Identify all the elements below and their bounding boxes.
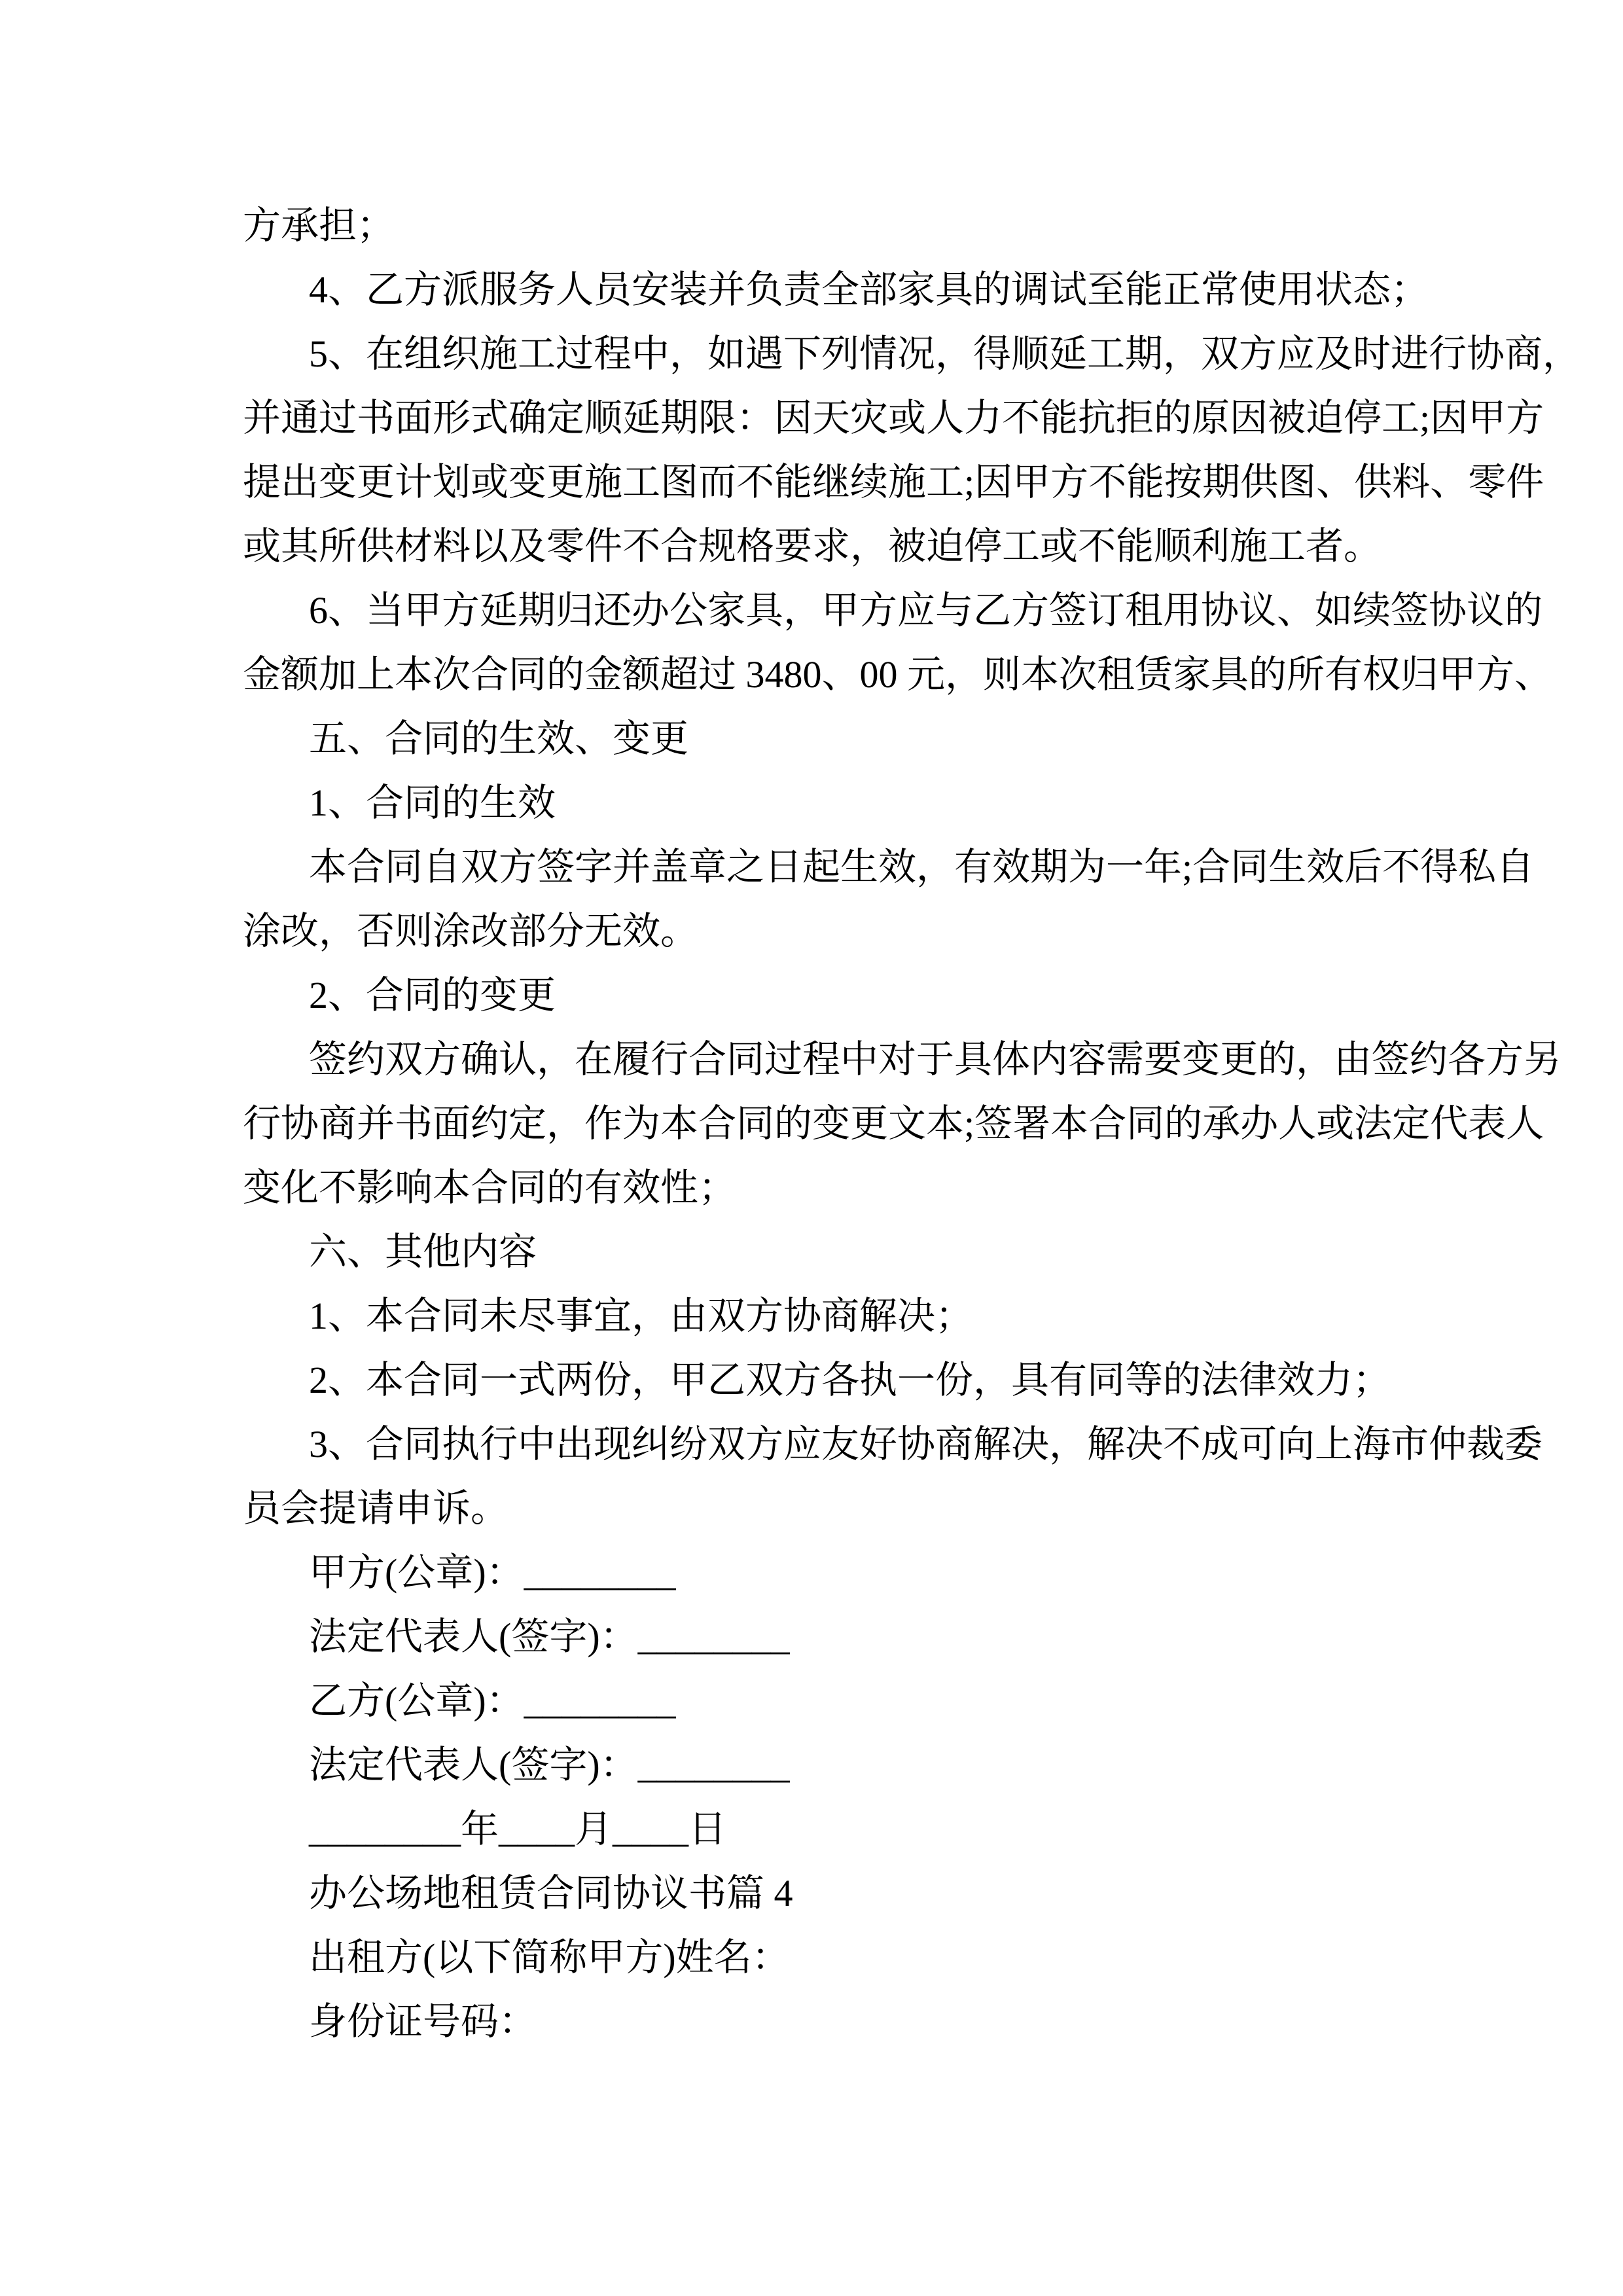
clause-item-5-continuation-3: 或其所供材料以及零件不合规格要求，被迫停工或不能顺利施工者。 [243, 525, 1382, 567]
clause-item-4: 4、乙方派服务人员安装并负责全部家具的调试至能正常使用状态； [309, 268, 1429, 311]
subclause-heading-modification: 2、合同的变更 [309, 974, 556, 1016]
id-number-line: 身份证号码： [309, 2000, 537, 2043]
party-b-representative-signature-line: 法定代表人(签字)：________ [309, 1744, 790, 1786]
party-a-representative-signature-line: 法定代表人(签字)：________ [309, 1615, 790, 1658]
next-contract-section-title: 办公场地租赁合同协议书篇 4 [309, 1872, 793, 1914]
section-heading-5: 五、合同的生效、变更 [309, 717, 689, 760]
effectiveness-paragraph-line-1: 本合同自双方签字并盖章之日起生效，有效期为一年;合同生效后不得私自 [309, 846, 1535, 888]
other-content-item-3-continuation: 员会提请申诉。 [243, 1487, 509, 1530]
clause-item-5-continuation-1: 并通过书面形式确定顺延期限：因天灾或人力不能抗拒的原因被迫停工;因甲方 [243, 397, 1544, 439]
modification-paragraph-line-1: 签约双方确认，在履行合同过程中对于具体内容需要变更的，由签约各方另 [309, 1038, 1562, 1081]
clause-item-5: 5、在组织施工过程中，如遇下列情况，得顺延工期，双方应及时进行协商， [309, 332, 1581, 375]
clause-continuation-line: 方承担； [243, 204, 395, 247]
effectiveness-paragraph-line-2: 涂改，否则涂改部分无效。 [243, 910, 699, 952]
clause-item-6: 6、当甲方延期归还办公家具，甲方应与乙方签订租用协议、如续签协议的 [309, 589, 1543, 632]
clause-item-6-continuation: 金额加上本次合同的金额超过 3480、00 元，则本次租赁家具的所有权归甲方、 [243, 653, 1553, 696]
other-content-item-2: 2、本合同一式两份，甲乙双方各执一份，具有同等的法律效力； [309, 1359, 1391, 1401]
subclause-heading-effectiveness: 1、合同的生效 [309, 781, 556, 824]
date-blank-line: ________年____月____日 [309, 1808, 727, 1850]
other-content-item-3: 3、合同执行中出现纠纷双方应友好协商解决，解决不成可向上海市仲裁委 [309, 1423, 1543, 1465]
party-b-seal-line: 乙方(公章)：________ [309, 1679, 676, 1722]
modification-paragraph-line-2: 行协商并书面约定，作为本合同的变更文本;签署本合同的承办人或法定代表人 [243, 1102, 1544, 1145]
clause-item-5-continuation-2: 提出变更计划或变更施工图而不能继续施工;因甲方不能按期供图、供料、零件 [243, 461, 1544, 503]
section-heading-6: 六、其他内容 [309, 1230, 537, 1273]
modification-paragraph-line-3: 变化不影响本合同的有效性； [243, 1166, 737, 1209]
other-content-item-1: 1、本合同未尽事宜，由双方协商解决； [309, 1295, 974, 1337]
lessor-name-line: 出租方(以下简称甲方)姓名： [309, 1936, 790, 1979]
party-a-seal-line: 甲方(公章)：________ [309, 1551, 676, 1594]
contract-text-block [243, 194, 1581, 2054]
